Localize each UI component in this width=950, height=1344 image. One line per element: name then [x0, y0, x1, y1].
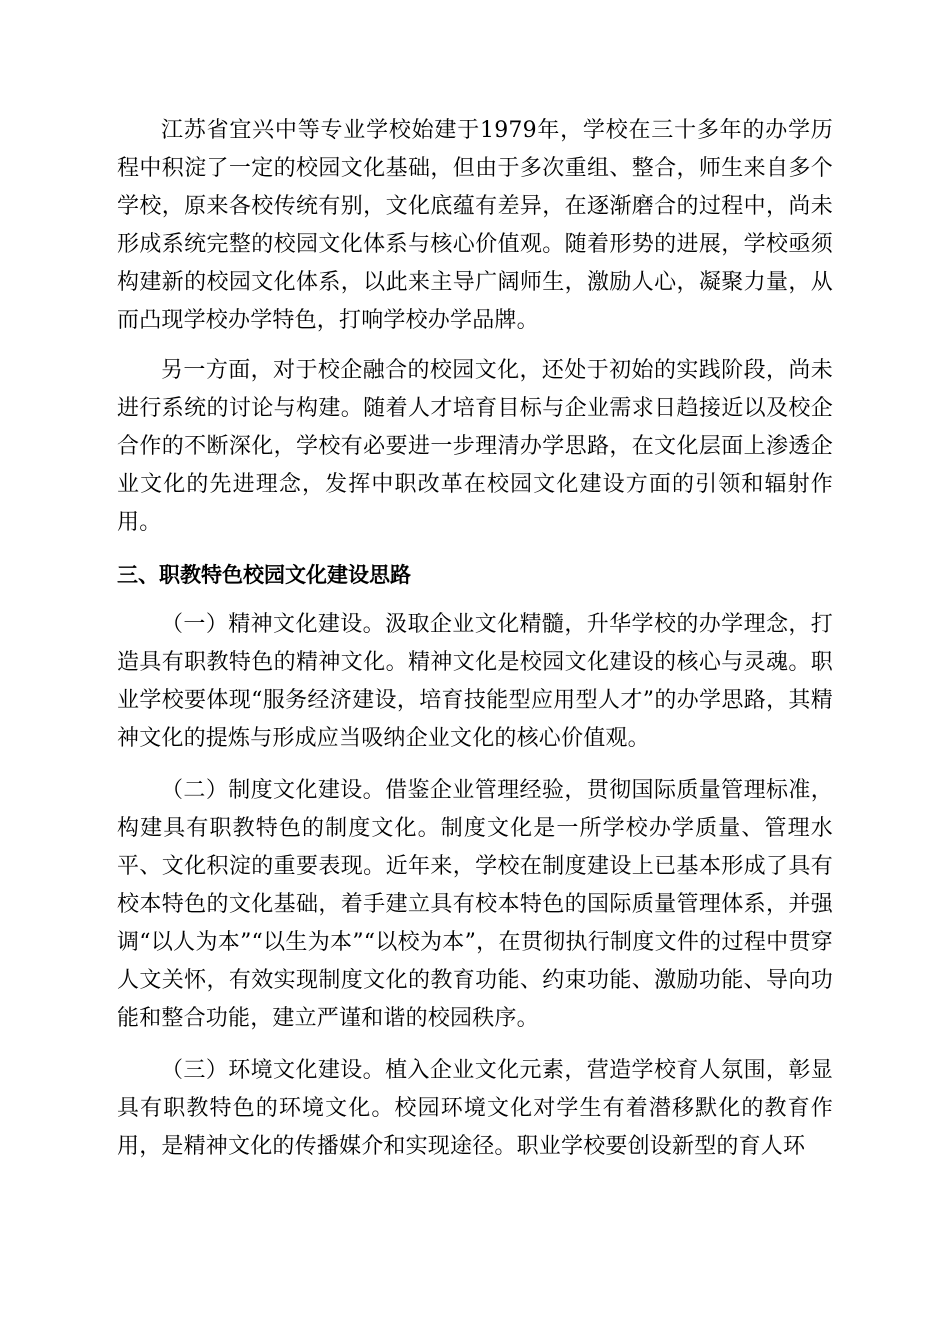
paragraph-spiritual-culture: （一）精神文化建设。汲取企业文化精髓，升华学校的办学理念，打造具有职教特色的精神文化。精神文化是校园文化建设的核心与灵魂。职业学校要体现“服务经济建设，培育技能型应用型人才”的办学思路，其精神文化的提炼与形成应当吸纳企业文化的核心价值观。	[117, 612, 833, 751]
paragraph-school-enterprise-culture: 另一方面，对于校企融合的校园文化，还处于初始的实践阶段，尚未进行系统的讨论与构建。随着人才培育目标与企业需求日趋接近以及校企合作的不断深化，学校有必要进一步理清办学思路，在文化层面上渗透企业文化的先进理念，发挥中职改革在校园文化建设方面的引领和辐射作用。	[117, 358, 833, 535]
paragraph-institutional-culture: （二）制度文化建设。借鉴企业管理经验，贯彻国际质量管理标准，构建具有职教特色的制度文化。制度文化是一所学校办学质量、管理水平、文化积淀的重要表现。近年来，学校在制度建设上已基本形成了具有校本特色的文化基础，着手建立具有校本特色的国际质量管理体系，并强调“以人为本”“以生为本”“以校为本”，在贯彻执行制度文件的过程中贯穿人文关怀，有效实现制度文化的教育功能、约束功能、激励功能、导向功能和整合功能，建立严谨和谐的校园秩序。	[117, 778, 833, 1031]
paragraph-environmental-culture: （三）环境文化建设。植入企业文化元素，营造学校育人氛围，彰显具有职教特色的环境文化。校园环境文化对学生有着潜移默化的教育作用，是精神文化的传播媒介和实现途径。职业学校要创设新型的育人环	[117, 1058, 833, 1159]
document-body	[117, 112, 833, 1166]
section-heading: 三、职教特色校园文化建设思路	[117, 563, 411, 587]
paragraph-school-history: 江苏省宜兴中等专业学校始建于1979年，学校在三十多年的办学历程中积淀了一定的校园文化基础，但由于多次重组、整合，师生来自多个学校，原来各校传统有别，文化底蕴有差异，在逐渐磨合的过程中，尚未形成系统完整的校园文化体系与核心价值观。随着形势的进展，学校亟须构建新的校园文化体系，以此来主导广阔师生，激励人心，凝聚力量，从而凸现学校办学特色，打响学校办学品牌。	[117, 118, 833, 333]
